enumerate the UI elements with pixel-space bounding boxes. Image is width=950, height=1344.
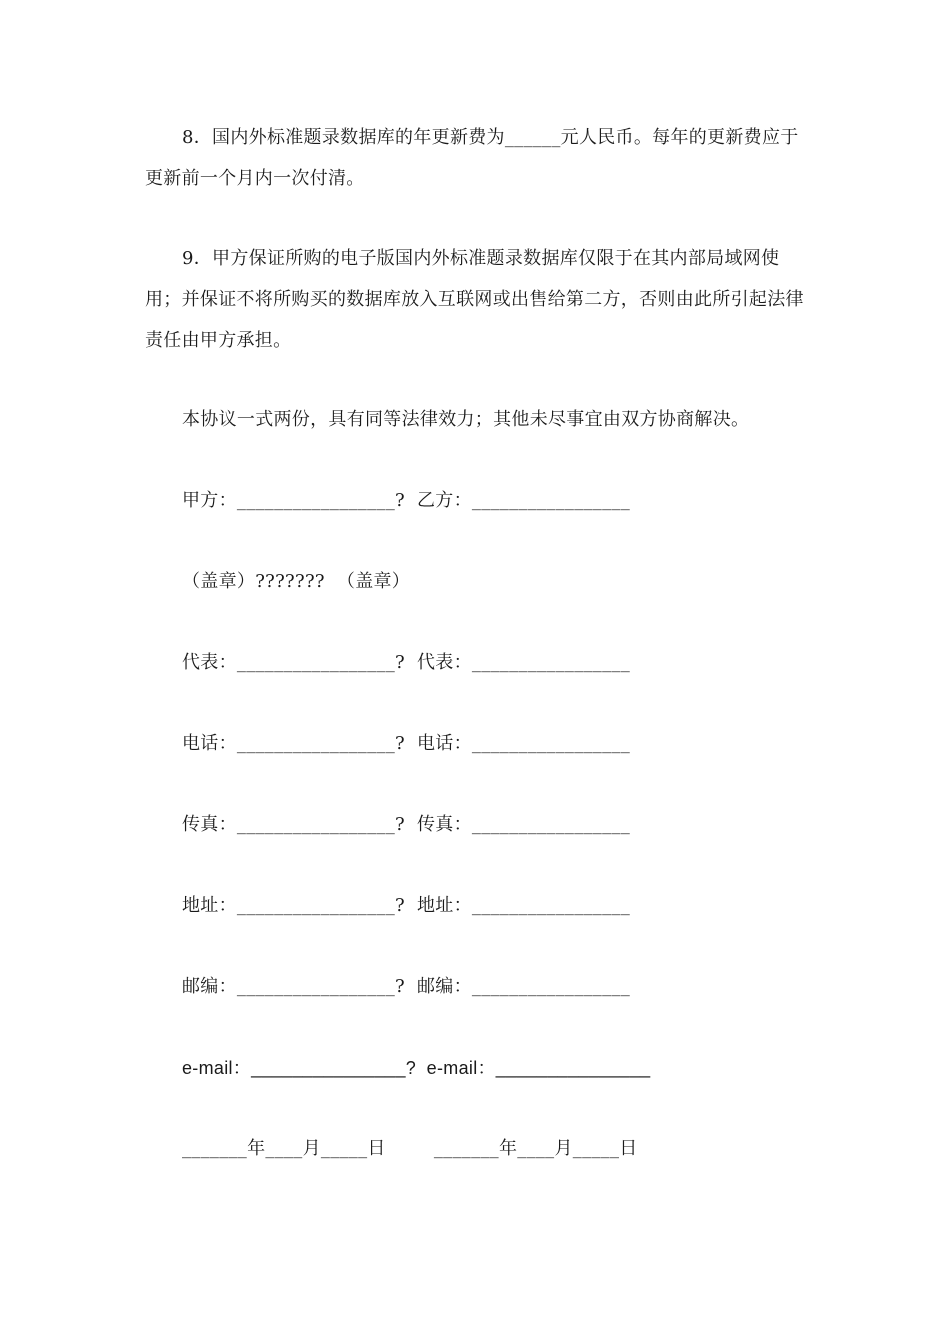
phone-line: 电话：_________________? 电话：_________________ <box>182 733 630 754</box>
fax-line: 传真：_________________? 传真：_________________ <box>182 814 630 835</box>
closing-statement: 本协议一式两份，具有同等法律效力；其他未尽事宜由双方协商解决。 <box>182 409 750 430</box>
party-names-line: 甲方：_________________? 乙方：_________________ <box>182 490 630 511</box>
seal-line: （盖章）??????? （盖章） <box>182 571 411 592</box>
email-line: e-mail：_______________? e-mail：_______________ <box>182 1058 651 1078</box>
clause-9: 9．甲方保证所购的电子版国内外标准题录数据库仅限于在其内部局域网使用；并保证不将所购买的数据库放入互联网或出售给第二方，否则由此所引起法律责任由甲方承担。 <box>145 248 804 351</box>
address-line: 地址：_________________? 地址：_________________ <box>182 895 630 916</box>
date-line: _______年____月_____日 _______年____月_____日 <box>182 1138 638 1159</box>
representative-line: 代表：_________________? 代表：_________________ <box>182 652 630 673</box>
clause-8: 8．国内外标准题录数据库的年更新费为______元人民币。每年的更新费应于更新前一个月内一次付清。 <box>145 127 799 189</box>
postcode-line: 邮编：_________________? 邮编：_________________ <box>182 976 630 997</box>
